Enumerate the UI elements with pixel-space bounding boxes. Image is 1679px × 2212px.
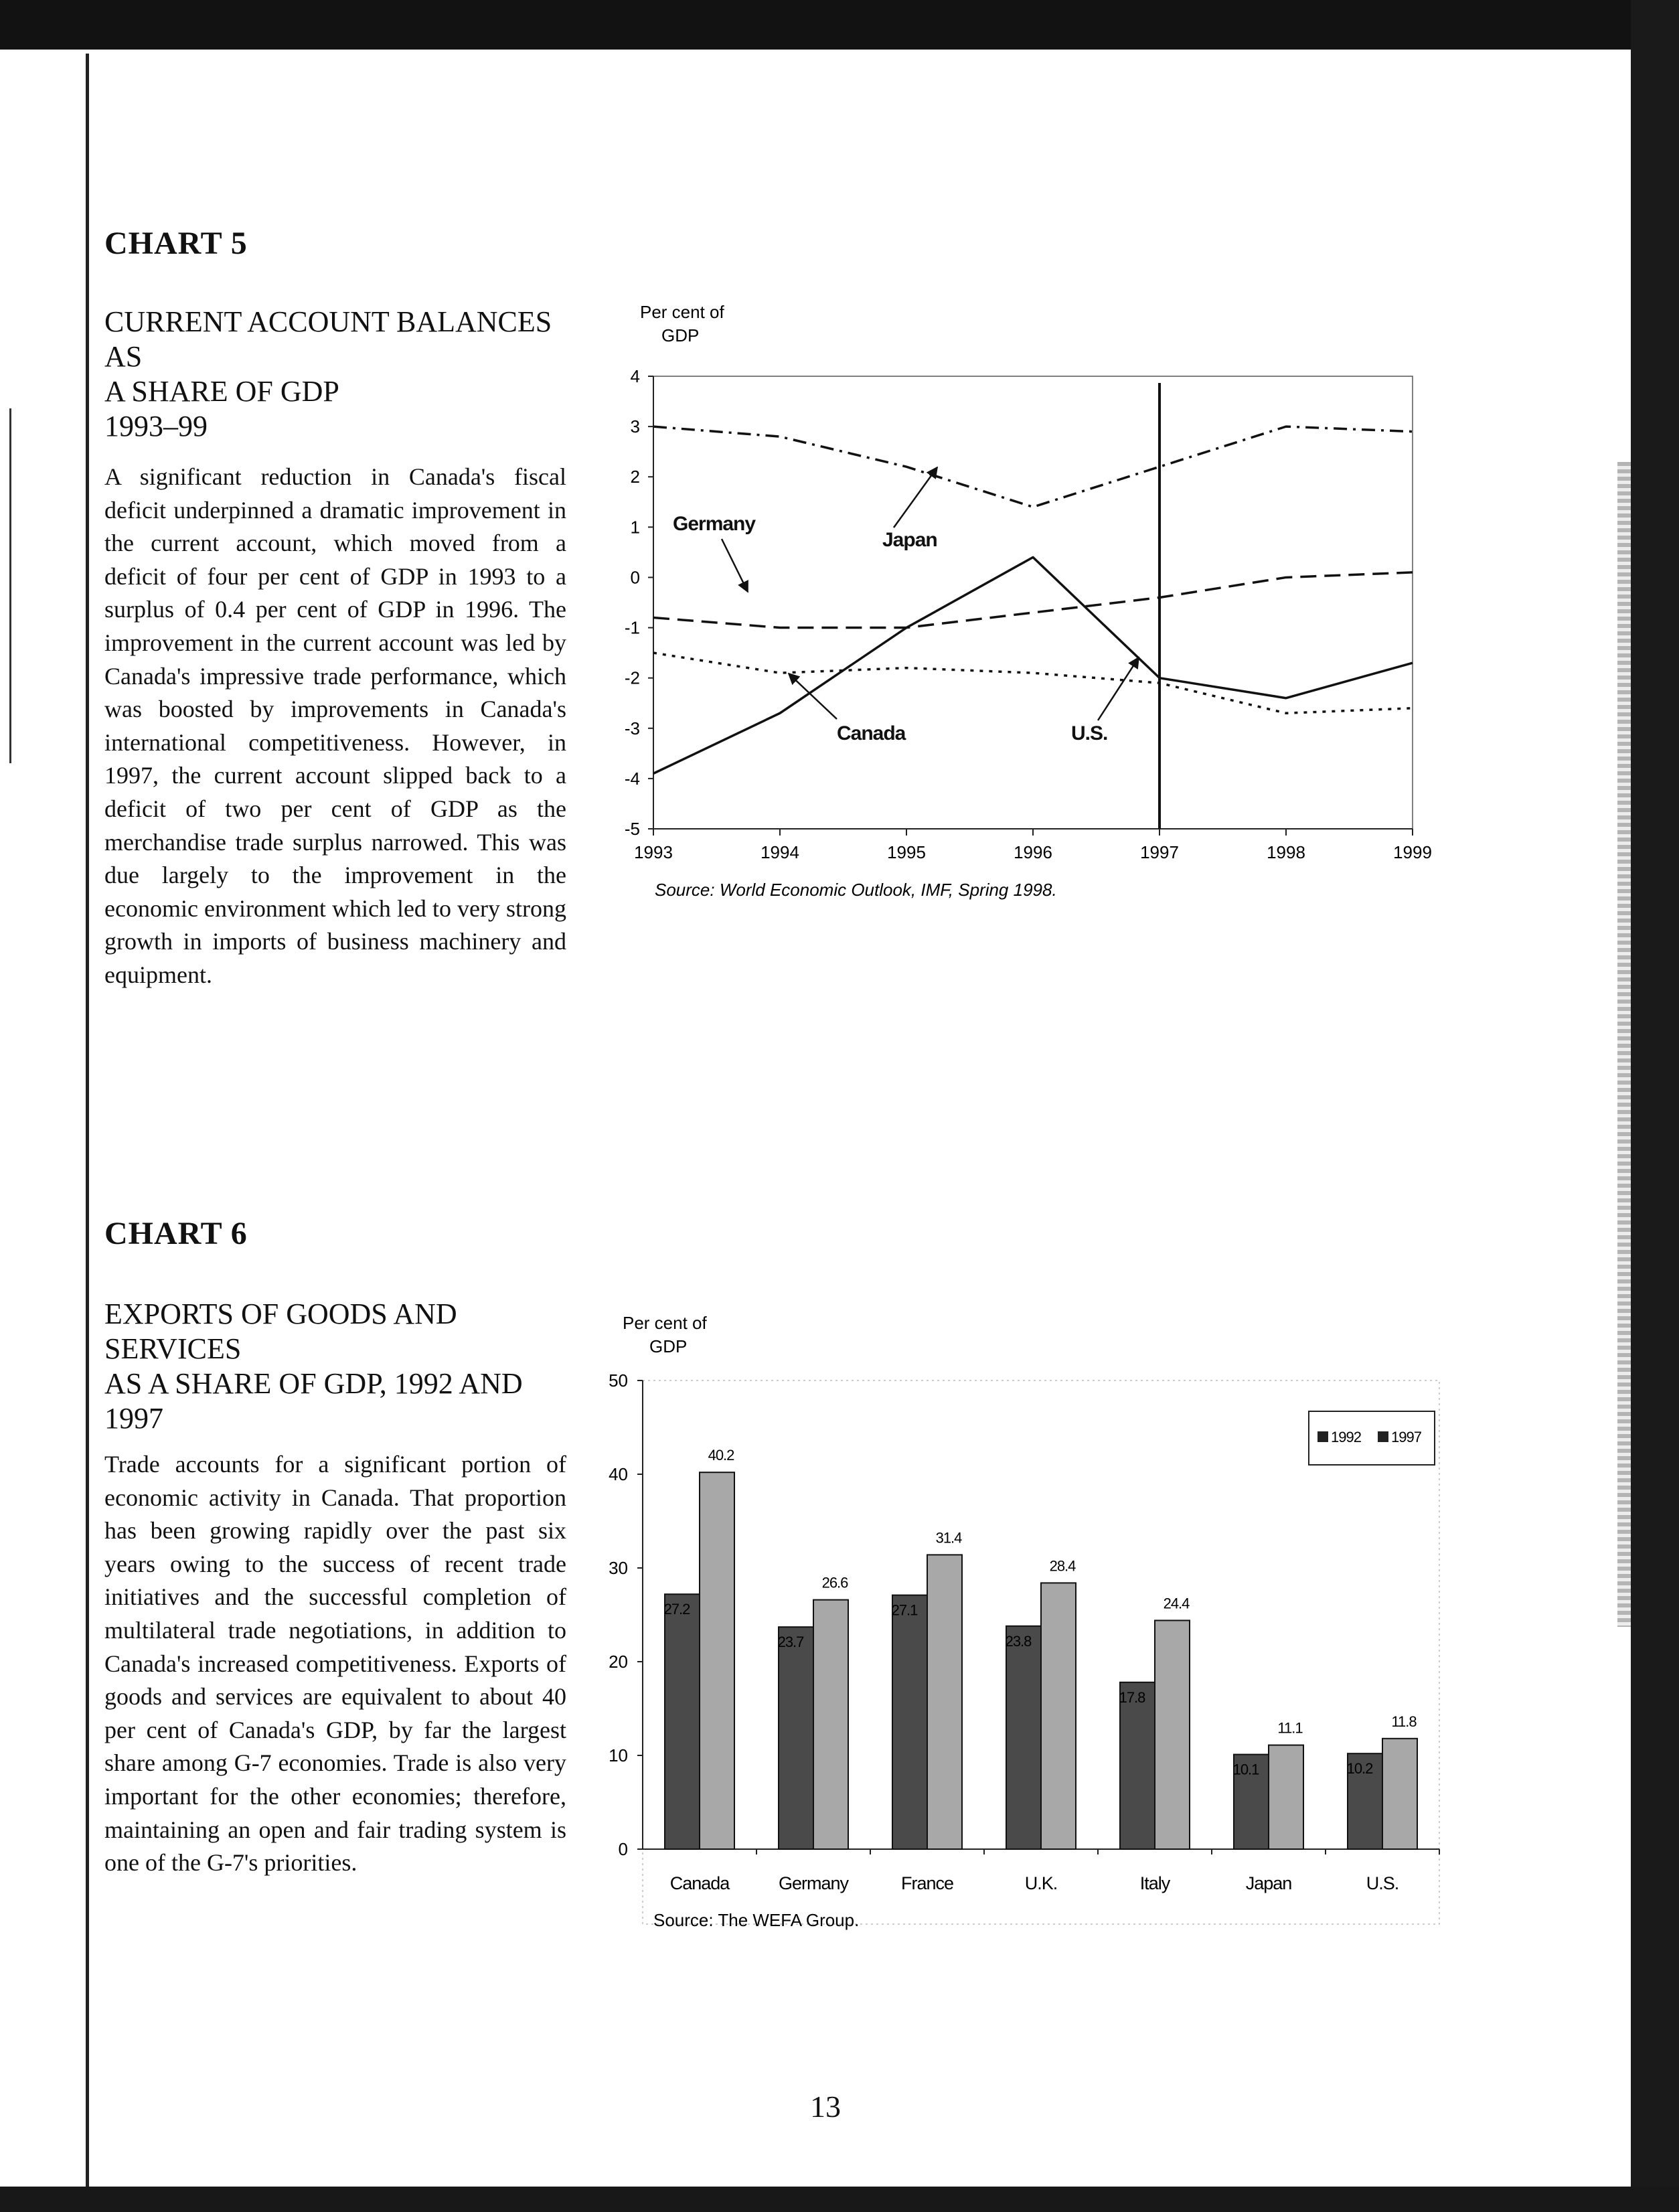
- chart5-y-tick-label: 2: [630, 467, 640, 487]
- chart6-data-label: 11.1: [1277, 1719, 1303, 1737]
- chart6-data-label: 40.2: [708, 1447, 734, 1464]
- chart6-source: Source: The WEFA Group.: [653, 1910, 860, 1930]
- chart5-line-chart: [603, 295, 1500, 911]
- chart6-bar-1992-uk: [1006, 1626, 1041, 1849]
- chart6-bar-1997-france: [927, 1555, 962, 1849]
- chart5-title: [104, 305, 573, 444]
- chart5-y-tick-label: -3: [624, 718, 640, 738]
- chart6-category-label: Italy: [1139, 1873, 1170, 1893]
- chart5-annotation-arrow: [722, 539, 748, 592]
- chart6-legend-swatch: [1378, 1431, 1388, 1442]
- chart5-x-tick-label: 1997: [1140, 842, 1179, 862]
- chart6-data-label: 10.1: [1232, 1761, 1259, 1778]
- chart6-data-label: 26.6: [821, 1574, 848, 1591]
- chart6-data-label: 28.4: [1049, 1557, 1076, 1575]
- chart6-bar-1997-japan: [1269, 1745, 1303, 1849]
- chart6-y-tick-label: 0: [618, 1839, 628, 1859]
- chart5-annotation-label: Japan: [882, 529, 937, 551]
- chart5-x-tick-label: 1996: [1014, 842, 1052, 862]
- chart5-y-tick-label: 4: [630, 366, 640, 386]
- chart6-title-line2: AS A SHARE OF GDP, 1992 AND: [104, 1367, 523, 1400]
- chart6-ylabel-line1: Per cent of: [623, 1313, 707, 1333]
- chart5-line-canada: [653, 557, 1413, 773]
- chart5-annotation-arrow: [1098, 657, 1139, 720]
- chart5-x-tick-label: 1994: [761, 842, 799, 862]
- chart5-y-tick-label: -1: [624, 617, 640, 638]
- chart6-legend-swatch: [1317, 1431, 1328, 1442]
- chart6-category-label: U.K.: [1024, 1873, 1058, 1893]
- chart6-category-label: Germany: [778, 1873, 849, 1893]
- chart6-title: [104, 1297, 573, 1436]
- chart5-line-germany: [653, 572, 1413, 628]
- chart5-ylabel-line1: Per cent of: [640, 302, 724, 322]
- chart5-paragraph: A significant reduction in Canada's fiscal deficit underpinned a dramatic improvement in the current account, which moved from a deficit of four per cent of GDP in 1993 to a surplus of 0.4 per cent of GDP in 1996. The improvement in the current account was led by Canada's impressive trade performance, which was boosted by improvements in Canada's international competitiveness. However, in 1997, the current account slipped back to a deficit of two per cent of GDP as the merchandise trade surplus narrowed. This was due largely to the improvement in the economic environment which led to very strong growth in imports of business machinery and equipment.: [104, 463, 566, 988]
- chart6-bar-1997-italy: [1155, 1620, 1190, 1849]
- chart6-category-label: Japan: [1245, 1873, 1292, 1893]
- scan-right-noise: [1617, 462, 1631, 1627]
- page-number: 13: [810, 2089, 841, 2124]
- scan-left-mark: [3, 408, 11, 763]
- chart6-data-label: 27.1: [891, 1601, 918, 1619]
- chart6-category-label: U.S.: [1366, 1873, 1399, 1893]
- chart6-title-line1: EXPORTS OF GOODS AND SERVICES: [104, 1297, 457, 1365]
- chart6-y-tick-label: 50: [609, 1370, 628, 1391]
- chart5-annotation-arrow: [894, 467, 937, 528]
- chart6-bar-1992-germany: [779, 1627, 813, 1849]
- chart6-title-line3: 1997: [104, 1402, 163, 1435]
- chart6-paragraph: Trade accounts for a significant portion of economic activity in Canada. That proportion has been growing rapidly over the past six years owing to the success of recent trade initiatives and the successful completion of multilateral trade negotiations, in addition to Canada's increased competitiveness. Exports of goods and services are equivalent to about 40 per cent of Canada's GDP, by far the largest share among G-7 economies. Trade is also very important for the other economies; therefore, maintaining an open and fair trading system is one of the G-7's priorities.: [104, 1451, 566, 1877]
- chart6-legend-label: 1997: [1391, 1429, 1421, 1445]
- chart5-annotation-label: Germany: [673, 513, 756, 535]
- chart6-data-label: 11.8: [1391, 1713, 1417, 1730]
- chart5-ylabel-line2: GDP: [661, 325, 700, 345]
- chart6-bar-1997-canada: [700, 1472, 734, 1849]
- chart6-data-label: 31.4: [935, 1529, 962, 1547]
- scan-top-border: [0, 0, 1679, 50]
- chart6-bar-1997-germany: [813, 1600, 848, 1849]
- chart6-category-label: Canada: [669, 1873, 730, 1893]
- chart5-x-tick-label: 1993: [634, 842, 673, 862]
- chart5-x-tick-label: 1998: [1267, 842, 1305, 862]
- chart5-title-line2: A SHARE OF GDP: [104, 375, 339, 408]
- chart6-bar-1997-us: [1382, 1739, 1417, 1849]
- chart5-title-line3: 1993–99: [104, 410, 208, 443]
- chart6-data-label: 24.4: [1163, 1595, 1190, 1612]
- chart5-line-japan: [653, 426, 1413, 507]
- chart6-bar-1992-canada: [665, 1594, 700, 1849]
- chart5-y-tick-label: 3: [630, 416, 640, 437]
- chart6-heading: CHART 6: [104, 1216, 248, 1251]
- chart5-x-tick-label: 1999: [1393, 842, 1432, 862]
- chart6-category-label: France: [900, 1873, 954, 1893]
- chart5-title-line1: CURRENT ACCOUNT BALANCES AS: [104, 305, 552, 373]
- chart6-ylabel-line2: GDP: [649, 1336, 688, 1356]
- page-left-rule: [86, 54, 89, 2203]
- chart5-y-tick-label: -4: [624, 768, 640, 789]
- chart6-data-label: 23.8: [1005, 1632, 1032, 1650]
- chart5-y-tick-label: 1: [630, 517, 640, 538]
- scan-bottom-border: [0, 2187, 1679, 2212]
- chart6-bar-chart: [589, 1306, 1500, 1948]
- chart5-y-tick-label: -2: [624, 667, 640, 688]
- chart5-annotation-label: U.S.: [1071, 722, 1108, 744]
- chart6-data-label: 23.7: [777, 1634, 804, 1651]
- chart6-data-label: 10.2: [1346, 1760, 1373, 1778]
- chart5-x-tick-label: 1995: [887, 842, 926, 862]
- chart6-bar-1997-uk: [1041, 1583, 1076, 1849]
- chart6-legend-label: 1992: [1331, 1429, 1361, 1445]
- chart5-source: Source: World Economic Outlook, IMF, Spring 1998.: [655, 880, 1057, 900]
- chart6-y-tick-label: 20: [609, 1652, 628, 1672]
- chart5-annotation-label: Canada: [837, 722, 906, 744]
- chart5-y-tick-label: 0: [630, 567, 640, 588]
- chart6-data-label: 27.2: [663, 1601, 690, 1618]
- chart5-y-tick-label: -5: [624, 819, 640, 839]
- chart5-heading: CHART 5: [104, 226, 248, 261]
- chart5-line-us: [653, 653, 1413, 713]
- chart6-y-tick-label: 30: [609, 1558, 628, 1578]
- chart5-plot-frame: [653, 376, 1413, 829]
- chart6-y-tick-label: 40: [609, 1464, 628, 1484]
- chart6-bar-1992-italy: [1120, 1682, 1155, 1849]
- chart6-y-tick-label: 10: [609, 1745, 628, 1765]
- chart6-bar-1992-france: [892, 1595, 927, 1849]
- scan-right-border: [1631, 0, 1679, 2212]
- chart6-data-label: 17.8: [1119, 1688, 1145, 1706]
